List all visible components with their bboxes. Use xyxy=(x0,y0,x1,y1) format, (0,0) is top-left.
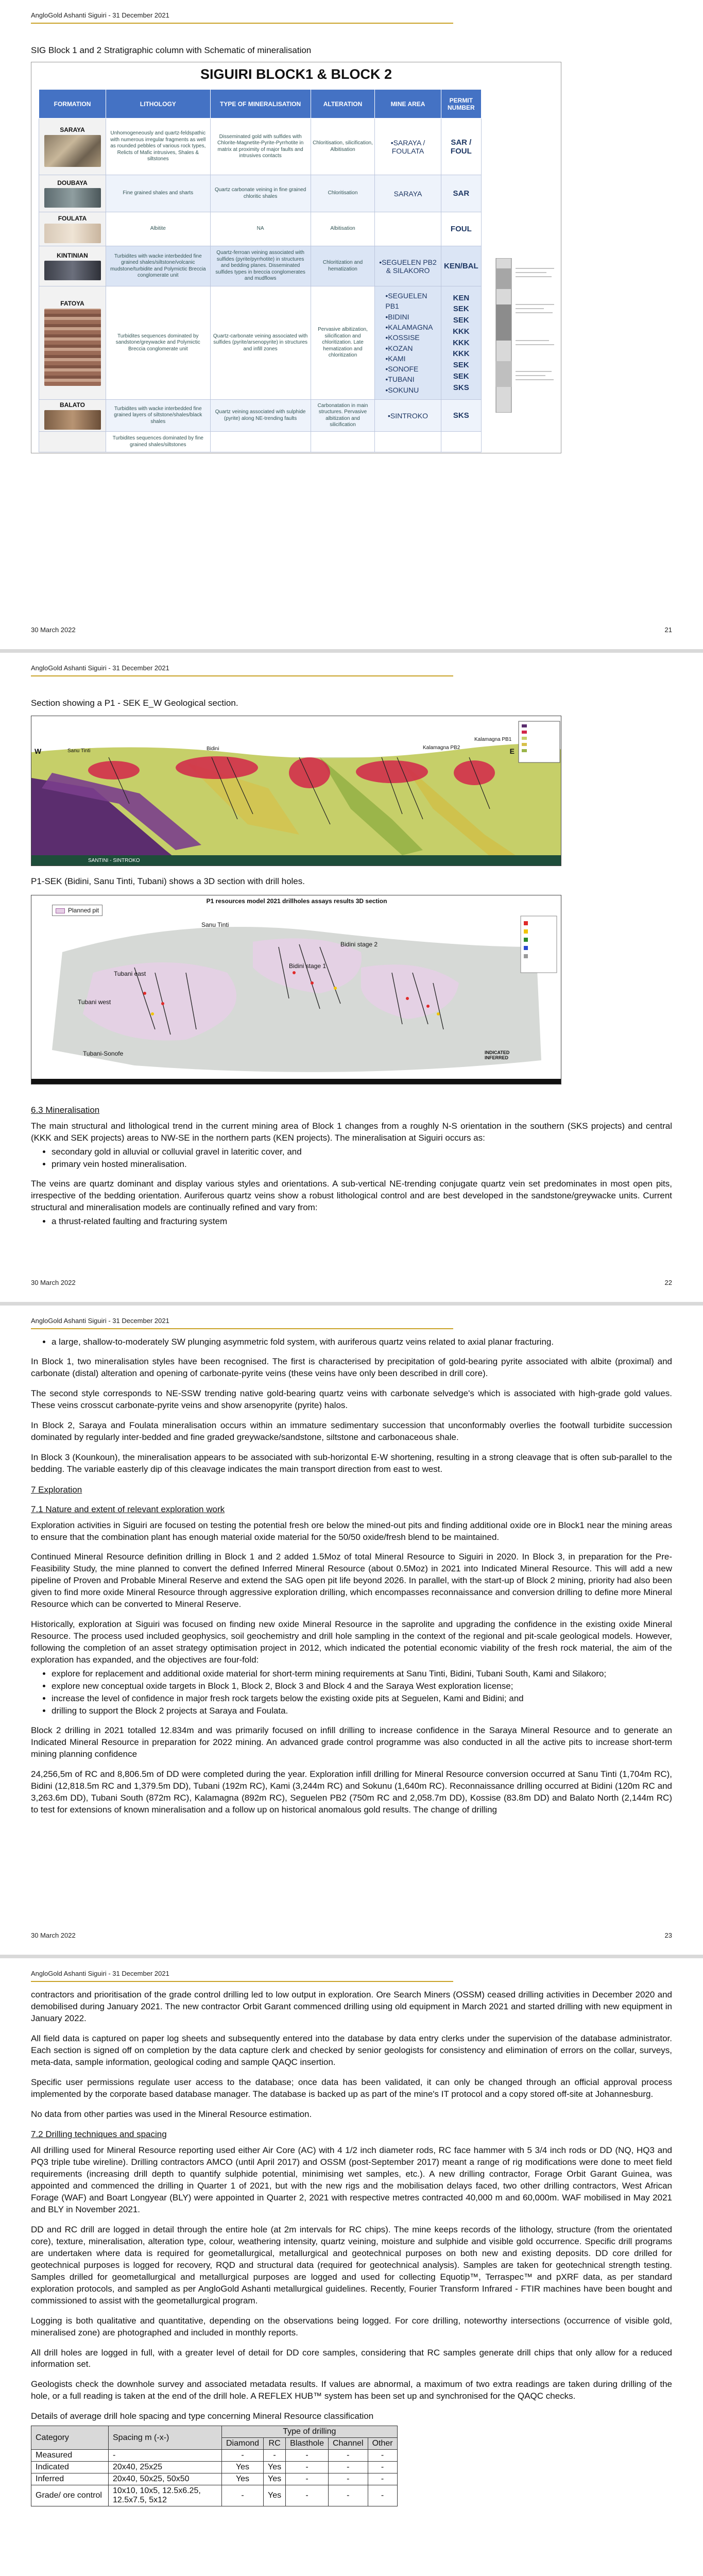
planned-pit-legend: Planned pit xyxy=(52,905,102,916)
stratigraphic-table xyxy=(39,89,482,452)
lithology-cell: Fine grained shales and sharts xyxy=(106,175,211,212)
page-footer-date: 30 March 2022 xyxy=(31,626,76,634)
list-item: • a thrust-related faulting and fracturing system xyxy=(52,1216,672,1227)
col-blasthole: Blasthole xyxy=(286,2438,329,2450)
mine-area: •SEGUELEN PB1 xyxy=(385,292,427,311)
mine-area: •KOZAN xyxy=(385,344,413,352)
mine-area: •KALAMAGNA xyxy=(385,323,433,331)
permit: SEK xyxy=(453,371,469,381)
col-type: Type of drilling xyxy=(222,2426,398,2438)
section-heading: 7 Exploration xyxy=(31,1484,82,1495)
paragraph: In Block 3 (Kounkoun), the mineralisation appears to be associated with sub-horizontal E-W shortening, resulting in a strong cleavage that is often sub-parallel to the bedding. The variable easterly dip of this cleavage indicates the main transport direction from east to west. xyxy=(31,1452,672,1474)
col-formation: FORMATION xyxy=(39,90,106,118)
header-rule xyxy=(31,675,453,676)
page-header: AngloGold Ashanti Siguiri - 31 December 2021 xyxy=(31,1317,169,1325)
alteration-cell: Chloritisation, silicification, Albitisation xyxy=(311,118,375,175)
spacing-cell: - xyxy=(109,2450,222,2462)
page-22 xyxy=(0,653,703,1302)
permit-cell: FOUL xyxy=(441,212,481,246)
section-label: Kalamagna PB1 xyxy=(474,737,512,742)
formation-cell xyxy=(39,432,106,452)
permit-cell xyxy=(441,432,481,452)
value-cell: - xyxy=(328,2473,368,2485)
formation-cell: KINTINIAN xyxy=(39,246,106,286)
page-header: AngloGold Ashanti Siguiri - 31 December 2021 xyxy=(31,664,169,672)
list-item: • drilling to support the Block 2 projects at Saraya and Foulata. xyxy=(52,1705,672,1717)
list-item: • secondary gold in alluvial or colluvial gravel in lateritic cover, and xyxy=(52,1146,672,1158)
paragraph: No data from other parties was used in the Mineral Resource estimation. xyxy=(31,2109,312,2119)
col-category: Category xyxy=(31,2426,109,2450)
section-label: Sanu Tinti xyxy=(67,748,91,754)
figure-caption: P1-SEK (Bidini, Sanu Tinti, Tubani) shows a 3D section with drill holes. xyxy=(31,876,305,886)
geological-section-figure xyxy=(31,716,561,866)
col-rc: RC xyxy=(264,2438,286,2450)
page-21 xyxy=(0,0,703,649)
list-item: • explore new conceptual oxide targets in Block 1, Block 2, Block 3 and Block 4 and the Saraya West exploration license; xyxy=(52,1681,672,1692)
permit-cell: KEN/BAL xyxy=(441,246,481,286)
paragraph: Block 2 drilling in 2021 totalled 12.834m and was primarily focused on infill drilling to increase confidence in the Saraya Mineral Resource and to generate an Indicated Mineral Resource in preparation for 2022 mining. An advanced grade control programme was also conducted in all the active pits to increase short-term mining planning confidence xyxy=(31,1725,672,1759)
mineralisation-cell: Disseminated gold with sulfides with Chlorite-Magnetite-Pyrite-Pyrrhotite in matrix at proximity of major faults and intrusives contacts xyxy=(210,118,311,175)
table-row xyxy=(39,212,482,246)
col-alteration: ALTERATION xyxy=(311,90,375,118)
rock-photo xyxy=(44,188,101,208)
value-cell: - xyxy=(328,2450,368,2462)
header-rule xyxy=(31,1328,453,1329)
page-footer-date: 30 March 2022 xyxy=(31,1931,76,1939)
mine-area: •KAMI xyxy=(385,354,406,363)
paragraph: DD and RC drill are logged in detail through the entire hole (at 2m intervals for RC chips). The mine keeps records of the lithology, structure (from the orientated core), texture, mineralisation, alteration type, colour, weathering intensity, quartz veining, moisture and sulphide and visible gold occurrence. Specific drill programs are undertaken where data is required for geometallurgical, metallurgical and geotechnical purposes on both new and existing deposits. DD core drilled for geotechnical purposes is logged for recovery, RQD and structural data (required for geotechnical analysis). Samples are taken for geotechnical strength testing. Samples drilled for geometallurgical and metallurgical purposes are logged and used for collecting Equotip™, Terraspec™ and pXRF data, as per standard exploration protocols, and sampled as per AngloGold Ashanti metallurgical guidelines. Recently, Fourier Transform Infrared - FTIR machines have been bought and commissioned to assist with the geometallurgical program. xyxy=(31,2225,672,2306)
paragraph: Specific user permissions regulate user access to the database; once data has been validated, it can only be changed through an official approval process implemented by the corporate based database manager. The database is backed up as part of the mine's IT protocol and a copy stored off-site at Johannesburg. xyxy=(31,2077,672,2099)
table-caption: Details of average drill hole spacing and type concerning Mineral Resource classification xyxy=(31,2411,374,2421)
page-number: 22 xyxy=(664,1279,672,1286)
value-cell: - xyxy=(328,2485,368,2506)
figure-caption: Section showing a P1 - SEK E_W Geological section. xyxy=(31,698,238,708)
list-item: • a large, shallow-to-moderately SW plunging asymmetric fold system, with auriferous quartz veins related to axial planar fracturing. xyxy=(52,1336,672,1348)
page-footer-date: 30 March 2022 xyxy=(31,1279,76,1286)
permit: SEK xyxy=(453,361,469,370)
lithology-cell: Turbidites sequences dominated by fine grained shales/siltstones xyxy=(106,432,211,452)
mineralisation-cell xyxy=(210,432,311,452)
mine-area: •SONOFE xyxy=(385,365,419,374)
value-cell: Yes xyxy=(264,2462,286,2473)
pit-label: Tubani west xyxy=(78,998,111,1006)
mineralisation-cell: Quartz-carbonate veining associated with sulfides (pyrite/arsenopyrite) in structures and infill zones xyxy=(210,286,311,400)
alteration-cell: Carbonatation in main structures. Pervasive albitization and silicification xyxy=(311,400,375,432)
value-cell: - xyxy=(264,2450,286,2462)
permit: SKS xyxy=(453,383,469,392)
list-item: • increase the level of confidence in major fresh rock targets below the existing oxide pits at Seguelen, Kami and Bidini; and xyxy=(52,1693,672,1704)
mine-area: •SOKUNU xyxy=(385,385,419,394)
spacing-cell: 10x10, 10x5, 12.5x6.25, 12.5x7.5, 5x12 xyxy=(109,2485,222,2506)
page-header: AngloGold Ashanti Siguiri - 31 December 2021 xyxy=(31,1970,169,1977)
value-cell: Yes xyxy=(222,2462,264,2473)
lithology-cell: Turbidites with wacke interbedded fine grained layers of siltstone/shales/black shales xyxy=(106,400,211,432)
value-cell: Yes xyxy=(264,2473,286,2485)
value-cell: - xyxy=(368,2473,397,2485)
paragraph: All drill holes are logged in full, with a greater level of detail for DD core samples, considering that RC samples generate drill chips that only allow for a reduced information set. xyxy=(31,2347,672,2369)
stratigraphic-column-figure xyxy=(31,62,561,453)
schematic-column xyxy=(495,258,557,413)
table-row xyxy=(39,246,482,286)
figure-caption: SIG Block 1 and 2 Stratigraphic column with Schematic of mineralisation xyxy=(31,45,312,55)
formation-cell: FATOYA xyxy=(39,286,106,400)
paragraph: In Block 2, Saraya and Foulata mineralisation occurs within an immature sedimentary succession that unconformably overlies the footwall turbidite succession dominated by regularly inter-bedded and fine graded greywacke/sandstone, siltstone and carbonaceous shale. xyxy=(31,1420,672,1442)
formation-cell: FOULATA xyxy=(39,212,106,246)
mine-area: •BIDINI xyxy=(385,312,409,321)
value-cell: - xyxy=(286,2485,329,2506)
lithology-cell: Unhomogeneously and quartz-feldspathic with numerous irregular fragments as well as rounded pebbles of various rock types, Relicts of Mafic intrusives, Shales & siltstones xyxy=(106,118,211,175)
bullet-list xyxy=(52,1146,672,1170)
permit-cell xyxy=(441,286,481,400)
mine-area-cell: •SARAYA / FOULATA xyxy=(375,118,441,175)
alteration-cell: Pervasive albitization, silicification and chloritization. Late hematization and chloritization xyxy=(311,286,375,400)
alteration-cell: Chloritisation xyxy=(311,175,375,212)
lithology-cell: Turbidites with wacke interbedded fine grained shales/siltstone/volcanic mudstone/turbidite and Polymictic Breccia conglomerate unit xyxy=(106,246,211,286)
permit: SEK xyxy=(453,304,469,314)
col-mineralisation: TYPE OF MINERALISATION xyxy=(210,90,311,118)
table-row xyxy=(39,400,482,432)
value-cell: - xyxy=(368,2450,397,2462)
list-item: • primary vein hosted mineralisation. xyxy=(52,1159,672,1170)
permit-cell: SKS xyxy=(441,400,481,432)
value-cell: - xyxy=(368,2462,397,2473)
table-row xyxy=(31,2485,398,2506)
mine-area: •KOSSISE xyxy=(385,333,420,342)
category-cell: Inferred xyxy=(31,2473,109,2485)
paragraph: All drilling used for Mineral Resource reporting used either Air Core (AC) with 4 1/2 inch diameter rods, RC face hammer with 5 3/4 inch rods or DD (NQ, HQ3 and PQ3 triple tube wireline). Drilling contractors AMCO (until April 2017) and OSSM (post-September 2017) meant a range of rig modifications were done to meet field requirements (increasing drill depth to quantify sulphide potential, minimising wet samples, etc.). A new drilling contractor, Forage Orbit Garant Guinea, was appointed and commenced the drilling in Quarter 1 of 2021, but with the new rigs and the mobilisation delays faced, two other drilling contractors, West African Forage (WAF) and Boart Longyear (BLY) were appointed in Quarter 2, 2021 with respective metres contracted 40,000 m and 60,000m. WAF mobilised in May 2021 and BLY in November 2021. xyxy=(31,2145,672,2215)
section-label: Bidini xyxy=(207,746,219,752)
mine-area-cell xyxy=(375,212,441,246)
mineralisation-cell: Quartz-ferroan veining associated with sulfides (pyrite/pyrrhotite) in structures and bedding planes. Disseminated sulfides types in breccia conglomerates and mudflows xyxy=(210,246,311,286)
col-diamond: Diamond xyxy=(222,2438,264,2450)
value-cell: - xyxy=(286,2462,329,2473)
col-spacing: Spacing m (-x-) xyxy=(109,2426,222,2450)
paragraph: Continued Mineral Resource definition drilling in Block 1 and 2 added 1.5Moz of total Mineral Resource to Siguiri in 2020. In Block 3, in preparation for the Pre-Feasibility Study, the mine planned to convert the defined Inferred Mineral Resource (about 0.5Moz) in 2021 into Indicated Mineral Resource. This will add a new pipeline of Proven and Probable Mineral Reserve and extend the SAG open pit life beyond 2026. In parallel, with the start-up of Block 2 mining, priority had also been given to find more oxide Mineral Resource through aggressive exploration drilling, which encompasses reconnaissance and conversion drilling to define more Mineral Resource which can be converted to Mineral Reserve. xyxy=(31,1552,672,1609)
permit: SEK xyxy=(453,316,469,325)
alteration-cell: Albitisation xyxy=(311,212,375,246)
mine-area: •TUBANI xyxy=(385,375,415,384)
mineralisation-cell: Quartz veining associated with sulphide (pyrite) along NE-trending faults xyxy=(210,400,311,432)
col-lithology: LITHOLOGY xyxy=(106,90,211,118)
list-item: • explore for replacement and additional oxide material for short-term mining requirements at Sanu Tinti, Bidini, Tubani South, Kami and Silakoro; xyxy=(52,1668,672,1680)
table-row xyxy=(31,2450,398,2462)
paragraph: Logging is both qualitative and quantitative, depending on the observations being logged. For core drilling, noteworthy intersections (occurrence of visible gold, mineralised zone) are photographed and included in monthly reports. xyxy=(31,2315,672,2337)
page-header: AngloGold Ashanti Siguiri - 31 December 2021 xyxy=(31,11,169,19)
col-mine-area: MINE AREA xyxy=(375,90,441,118)
mine-area-cell: •SEGUELEN PB2 & SILAKORO xyxy=(375,246,441,286)
subsection-heading: 7.1 Nature and extent of relevant exploration work xyxy=(31,1504,225,1514)
pit-label: Bidini stage 1 xyxy=(289,962,327,970)
spacing-cell: 20x40, 25x25 xyxy=(109,2462,222,2473)
header-rule xyxy=(31,23,453,24)
permit: KKK xyxy=(453,349,470,359)
alteration-cell: Chloritization and hematization xyxy=(311,246,375,286)
paragraph: In Block 1, two mineralisation styles have been recognised. The first is characterised by precipitation of gold-bearing pyrite associated with albite (proximal) and carbonate (distal) alteration and opening of carbonate-pyrite veins (these veins have only been described in drill core). xyxy=(31,1357,672,1379)
section-heading: 6.3 Mineralisation xyxy=(31,1105,100,1115)
col-channel: Channel xyxy=(328,2438,368,2450)
pit-label: Tubani east xyxy=(114,970,146,977)
figure-title: P1 resources model 2021 drillholes assays results 3D section xyxy=(206,897,387,905)
page-number: 21 xyxy=(664,626,672,634)
table-row xyxy=(31,2473,398,2485)
pit-label: Tubani-Sonofe xyxy=(83,1050,124,1057)
paragraph: Historically, exploration at Siguiri was focused on finding new oxide Mineral Resource in the saprolite and upgrading the confidence in the existing oxide Mineral Resource. The process used included geophysics, soil geochemistry and drill hole sampling in the context of the regional and pit-scale geological models. However, following the completion of an asset strategy optimisation project in 2012, which indicated the potential economic viability of the fresh rock material, the aim of the exploration has expanded, and the objectives are four-fold: xyxy=(31,1619,672,1665)
bullet-list xyxy=(52,1668,672,1717)
drill-spacing-table xyxy=(31,2426,398,2506)
paragraph: The second style corresponds to NE-SSW trending native gold-bearing quartz veins with carbonate selvedge's which is associated with high-grade gold values. These veins crosscut carbonate-pyrite veins and show arsenopyrite (pyrite) halos. xyxy=(31,1388,672,1410)
page-23 xyxy=(0,1306,703,1955)
table-row xyxy=(31,2462,398,2473)
rock-photo xyxy=(44,410,101,430)
value-cell: - xyxy=(286,2473,329,2485)
rock-photo xyxy=(44,135,101,167)
pit-label: Bidini stage 2 xyxy=(340,941,378,948)
lithology-cell: Turbidites sequences dominated by sandstone/greywacke and Polymictic Breccia conglomerate unit xyxy=(106,286,211,400)
value-cell: Yes xyxy=(222,2473,264,2485)
col-other: Other xyxy=(368,2438,397,2450)
value-cell: - xyxy=(222,2450,264,2462)
permit-cell: SAR xyxy=(441,175,481,212)
table-row xyxy=(39,175,482,212)
value-cell: - xyxy=(222,2485,264,2506)
subsection-heading: 7.2 Drilling techniques and spacing xyxy=(31,2129,167,2140)
category-cell: Measured xyxy=(31,2450,109,2462)
category-cell: Grade/ ore control xyxy=(31,2485,109,2506)
value-cell: - xyxy=(368,2485,397,2506)
mineralisation-cell: Quartz carbonate veining in fine grained chloritic shales xyxy=(210,175,311,212)
value-cell: - xyxy=(286,2450,329,2462)
spacing-cell: 20x40, 50x25, 50x50 xyxy=(109,2473,222,2485)
classification-label: INDICATED INFERRED xyxy=(485,1050,510,1060)
mine-area-cell: •SINTROKO xyxy=(375,400,441,432)
mine-area-cell: SARAYA xyxy=(375,175,441,212)
rock-photo xyxy=(44,309,101,386)
permit-cell: SAR / FOUL xyxy=(441,118,481,175)
bullet-list xyxy=(52,1336,672,1348)
figure-title: SIGUIRI BLOCK1 & BLOCK 2 xyxy=(200,66,392,82)
paragraph: Geologists check the downhole survey and associated metadata results. If values are abnormal, a maximum of two extra readings are taken during drilling of the hole, or a full reading is taken at the end of the drill hole. A REFLEX HUB™ system has been set up and synchronised for the QAQC checks. xyxy=(31,2379,672,2401)
table-row xyxy=(39,286,482,400)
header-rule xyxy=(31,1981,453,1982)
mineralisation-cell: NA xyxy=(210,212,311,246)
category-cell: Indicated xyxy=(31,2462,109,2473)
page-number: 23 xyxy=(664,1931,672,1939)
table-row xyxy=(39,118,482,175)
3d-section-figure xyxy=(31,895,561,1084)
rock-photo xyxy=(44,261,101,280)
col-permit: PERMIT NUMBER xyxy=(441,90,481,118)
paragraph: Exploration activities in Siguiri are focused on testing the potential fresh ore below the mined-out pits and finding additional oxide ore in Block1 near the mining areas to ensure that the combination plant has enough material oxide material for the 50/50 oxide/fresh blend to be maintained. xyxy=(31,1520,672,1542)
section-label: Kalamagna PB2 xyxy=(423,745,460,751)
paragraph: The main structural and lithological trend in the current mining area of Block 1 changes from a roughly N-S orientation in the southern (SKS projects) and central (KKK and SEK projects) areas to NW-SE in the northern parts (KEN projects). The mineralisation at Siguiri occurs as: xyxy=(31,1121,672,1143)
mine-area-cell xyxy=(375,432,441,452)
section-label: SANTINI - SINTROKO xyxy=(88,858,140,863)
paragraph: contractors and prioritisation of the grade control drilling led to low output in exploration. Ore Search Miners (OSSM) ceased drilling activities in December 2020 and demobilised during January 2021. The new contractor Orbit Garant commenced drilling using old equipment in March 2021 and started drilling with new equipment in January 2022. xyxy=(31,1990,672,2023)
paragraph: The veins are quartz dominant and display various styles and orientations. A sub-vertical NE-trending conjugate quartz vein set predominates in most open pits, irrespective of the bedding orientation. Auriferous quartz veins show a robust lithological control and are best developed in the sandstone/greywacke units. Current structural and mineralisation models are continually refined and vary from: xyxy=(31,1179,672,1212)
page-24 xyxy=(0,1958,703,2576)
east-label: E xyxy=(509,747,515,755)
table-row xyxy=(39,432,482,452)
mine-area-cell xyxy=(375,286,441,400)
lithology-cell: Albitite xyxy=(106,212,211,246)
permit: KKK xyxy=(453,327,470,336)
formation-cell: BALATO xyxy=(39,400,106,432)
rock-photo xyxy=(44,224,101,243)
west-label: W xyxy=(35,747,42,755)
alteration-cell xyxy=(311,432,375,452)
pit-label: Sanu Tinti xyxy=(201,921,229,928)
value-cell: Yes xyxy=(264,2485,286,2506)
permit: KEN xyxy=(453,293,470,302)
permit: KKK xyxy=(453,338,470,347)
formation-cell: SARAYA xyxy=(39,118,106,175)
bullet-list xyxy=(52,1216,672,1227)
legend-swatch xyxy=(56,908,65,913)
formation-cell: DOUBAYA xyxy=(39,175,106,212)
paragraph: 24,256,5m of RC and 8,806.5m of DD were completed during the year. Exploration infill drilling for Mineral Resource conversion occurred at Sanu Tinti (1,704m RC), Bidini (12,818.5m RC and 1,379.5m DD), Tubani (192m RC), Kami (3,244m RC) and Sokunu (1,640m RC). Reconnaissance drilling occurred at Bidini (120m RC and 3,263.6m DD), Tubani South (872m RC), Kalamagna (892m RC), Seguelen PB2 (750m RC and 2,058.7m DD), Kossise (83.8m DD) and Balato North (2,144m RC) to test for extensions of known mineralisation and a follow up on historical anomalous gold results. The change of drilling xyxy=(31,1769,672,1815)
paragraph: All field data is captured on paper log sheets and subsequently entered into the database by data entry clerks under the supervision of the database administrator. Each section is signed off on completion by the data capture clerk and checked by senior geologists for consistency and elimination of errors on the collar, surveys, meta-data, sample information, geological coding and sample QAQC insertion. xyxy=(31,2033,672,2067)
value-cell: - xyxy=(328,2462,368,2473)
